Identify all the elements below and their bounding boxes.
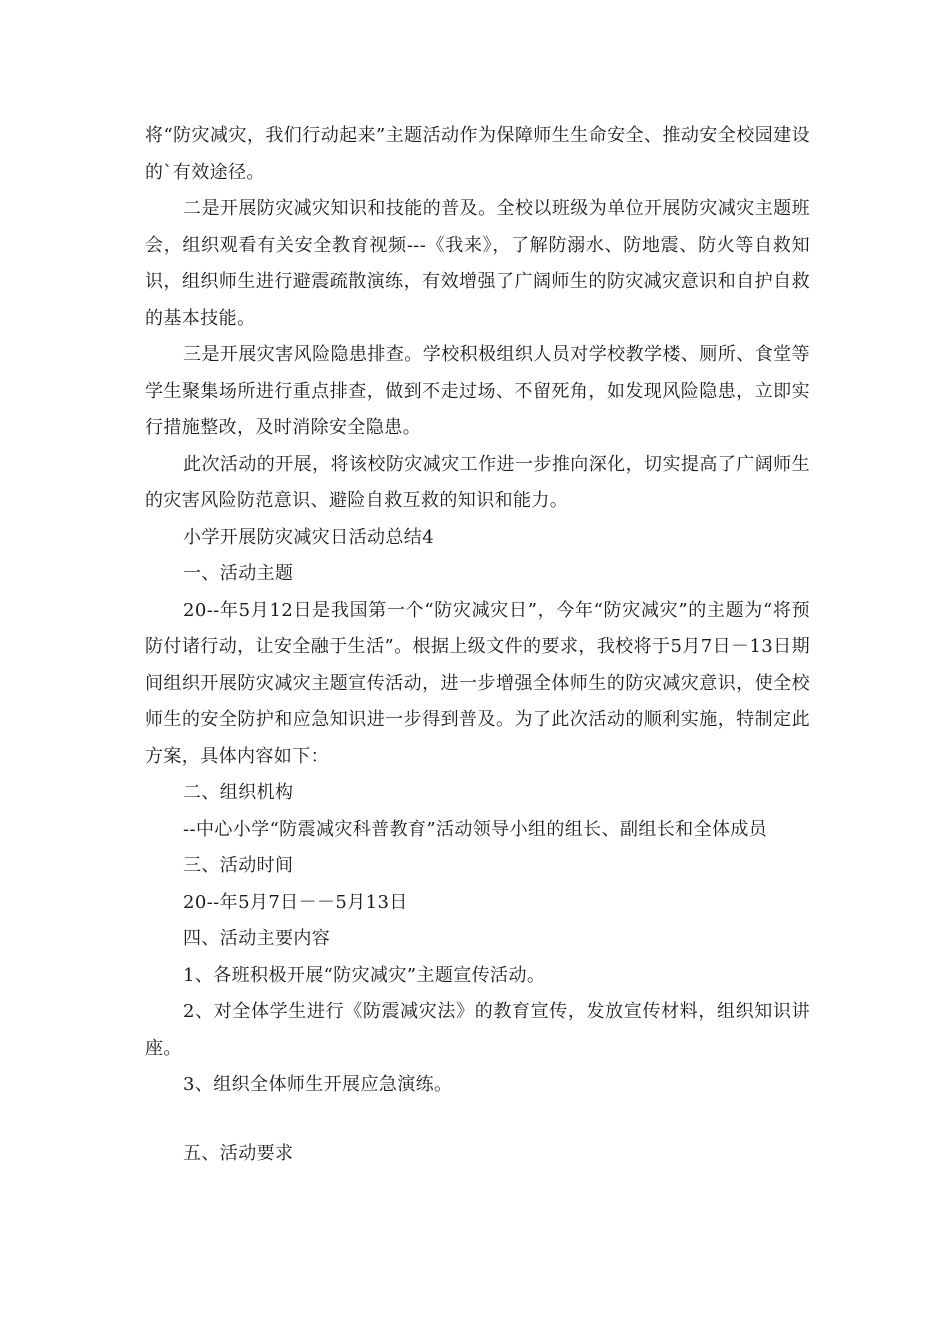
section-title-summary-4: 小学开展防灾减灾日活动总结4 [183, 526, 435, 548]
paragraph-knowledge-skills: 二是开展防灾减灾知识和技能的普及。全校以班级为单位开展防灾减灾主题班会，组织观看有关安全教育视频---《我来》，了解防溺水、防地震、防火等自救知识，组织师生进行避震疏散演练，有效增强了广阔师生的防灾减灾意识和自护自救的基本技能。 [145, 198, 810, 329]
list-item-3: 3、组织全体师生开展应急演练。 [183, 1074, 453, 1095]
paragraph-conclusion: 此次活动的开展，将该校防灾减灾工作进一步推向深化，切实提高了广阔师生的灾害风险防范意识、避险自救互救的知识和能力。 [145, 453, 810, 511]
paragraph-theme-description: 20--年5月12日是我国第一个“防灾减灾日”，今年“防灾减灾”的主题为“将预防付诸行动，让安全融于生活”。根据上级文件的要求，我校将于5月7日－13日期间组织开展防灾减灾主题宣传活动，进一步增强全体师生的防灾减灾意识，使全校师生的安全防护和应急知识进一步得到普及。为了此次活动的顺利实施，特制定此方案，具体内容如下： [145, 599, 810, 767]
heading-activity-requirements: 五、活动要求 [183, 1142, 294, 1164]
paragraph-activity-time: 20--年5月7日－－5月13日 [183, 891, 408, 913]
paragraph-organization: --中心小学“防震减灾科普教育”活动领导小组的组长、副组长和全体成员 [183, 818, 768, 840]
paragraph-risk-inspection: 三是开展灾害风险隐患排查。学校积极组织人员对学校教学楼、厕所、食堂等学生聚集场所进行重点排查，做到不走过场、不留死角，如发现风险隐患，立即实行措施整改，及时消除安全隐患。 [145, 344, 810, 438]
paragraph-safe-campus: 将“防灾减灾，我们行动起来”主题活动作为保障师生生命安全、推动安全校园建设的`有效途径。 [145, 125, 810, 183]
list-item-1: 1、各班积极开展“防灾减灾”主题宣传活动。 [183, 964, 546, 986]
document-page [145, 118, 810, 1172]
paragraph-gap [145, 1104, 810, 1136]
heading-main-content: 四、活动主要内容 [183, 928, 331, 949]
list-item-2: 2、对全体学生进行《防震减灾法》的教育宣传，发放宣传材料，组织知识讲座。 [145, 1001, 810, 1059]
heading-activity-time: 三、活动时间 [183, 855, 294, 876]
heading-organization: 二、组织机构 [183, 782, 294, 803]
heading-activity-theme: 一、活动主题 [183, 563, 294, 584]
